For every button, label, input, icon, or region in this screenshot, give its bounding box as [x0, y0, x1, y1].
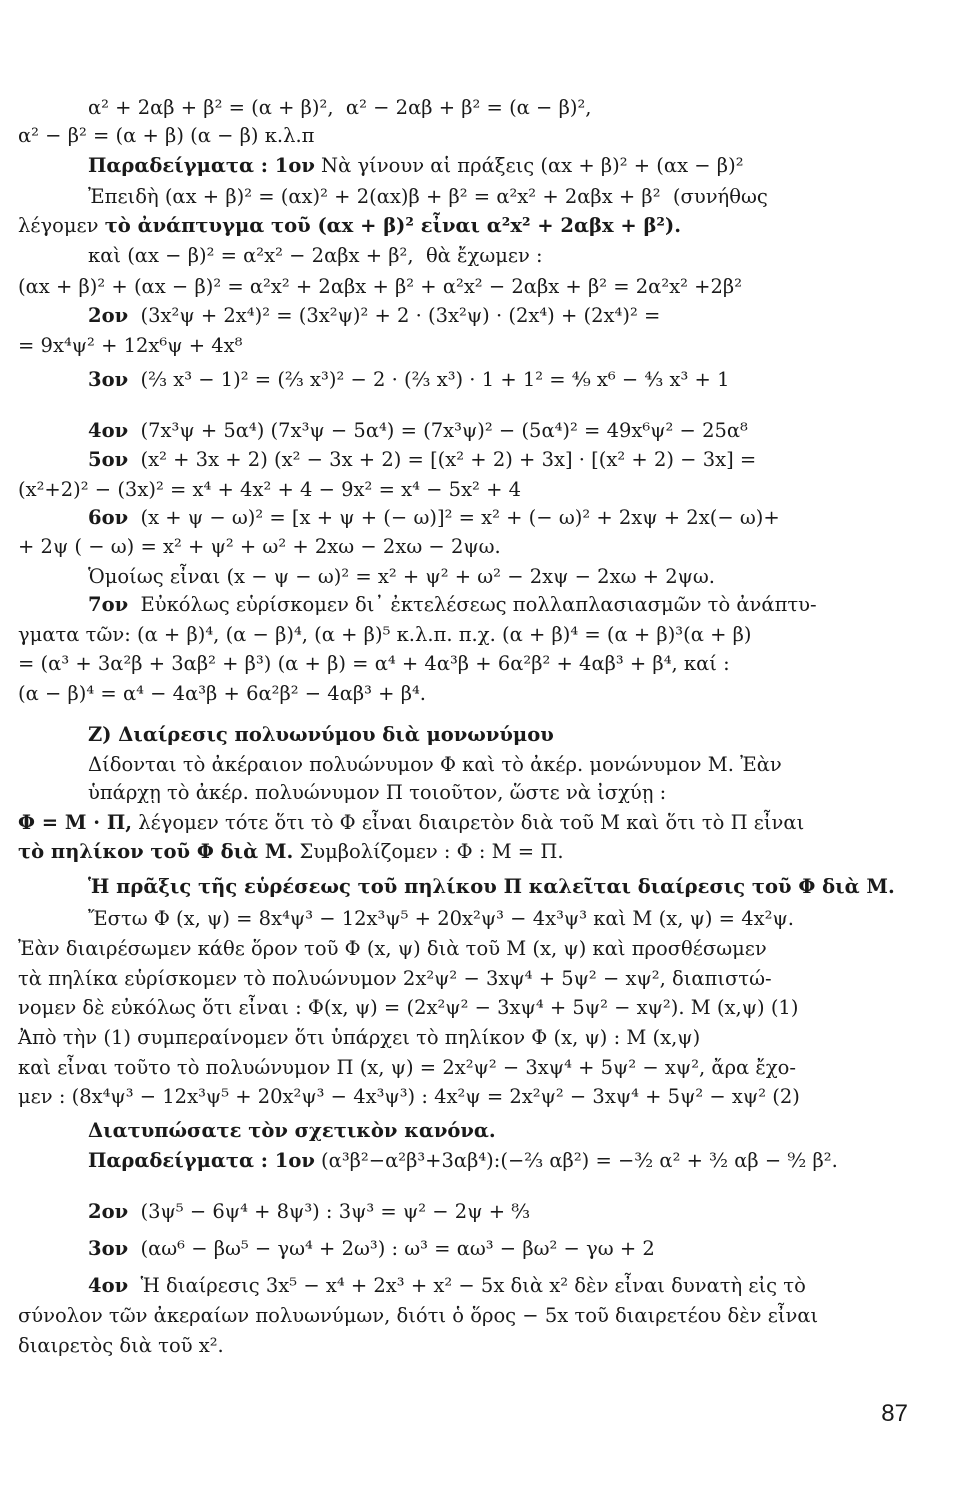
text-line	[18, 212, 681, 240]
text-line	[18, 994, 798, 1022]
plain-text: Συμβολίζομεν : Φ : Μ = Π.	[293, 840, 564, 863]
text-line	[18, 935, 767, 963]
text-line	[18, 621, 752, 649]
text-line	[18, 476, 521, 504]
plain-text: (x + ψ − ω)² = [x + ψ + (− ω)]² = x² + (− ω)² + 2xψ + 2x(− ω)+	[128, 506, 780, 529]
bold-text: 4ον	[88, 419, 129, 442]
text-line	[88, 446, 756, 474]
text-line	[18, 273, 742, 301]
bold-text: 3ον	[88, 368, 129, 391]
text-line	[88, 94, 591, 122]
plain-text: Ὁμοίως εἶναι (x − ψ − ω)² = x² + ψ² + ω² − 2xψ − 2xω + 2ψω.	[88, 565, 715, 588]
bold-text: 5ον	[88, 448, 129, 471]
plain-text: ὑπάρχῃ τὸ ἀκέρ. πολυώνυμον Π τοιοῦτον, ὥστε νὰ ἰσχύῃ :	[88, 781, 667, 804]
plain-text: μεν : (8x⁴ψ³ − 12x³ψ⁵ + 20x²ψ³ − 4x³ψ³) : 4x²ψ = 2x²ψ² − 3xψ⁴ + 5ψ² − xψ² (2)	[18, 1085, 800, 1108]
plain-text: Ἔστω Φ (x, ψ) = 8x⁴ψ³ − 12x³ψ⁵ + 20x²ψ³ − 4x³ψ³ καὶ Μ (x, ψ) = 4x²ψ.	[88, 907, 794, 930]
text-line	[18, 965, 772, 993]
bold-text: 4ον	[88, 1274, 129, 1297]
text-line	[88, 905, 794, 933]
bold-text: Φ = Μ · Π,	[18, 811, 133, 834]
text-line	[18, 332, 242, 360]
bold-text: 2ον	[88, 1200, 129, 1223]
bold-text: 6ον	[88, 506, 129, 529]
plain-text: Ἀπὸ τὴν (1) συμπεραίνομεν ὅτι ὑπάρχει τὸ πηλίκον Φ (x, ψ) : Μ (x,ψ)	[18, 1026, 701, 1049]
text-line	[88, 591, 817, 619]
text-line	[18, 1302, 818, 1330]
text-line	[18, 680, 426, 708]
bold-text: 7ον	[88, 593, 129, 616]
plain-text: Εὐκόλως εὑρίσκομεν δι᾽ ἐκτελέσεως πολλαπλασιασμῶν τὸ ἀνάπτυ-	[128, 593, 817, 616]
bold-text: τὸ ἀνάπτυγμα τοῦ (αx + β)² εἶναι α²x² + 2αβx + β²).	[104, 214, 681, 237]
section-heading	[88, 721, 554, 749]
plain-text: Ἐὰν διαιρέσωμεν κάθε ὅρον τοῦ Φ (x, ψ) διὰ τοῦ Μ (x, ψ) καὶ προσθέσωμεν	[18, 937, 767, 960]
text-line	[18, 1083, 800, 1111]
text-line	[88, 242, 543, 270]
section-heading	[88, 873, 895, 901]
text-line	[88, 152, 744, 180]
text-line	[18, 533, 501, 561]
bold-text: Διατυπώσατε τὸν σχετικὸν κανόνα.	[88, 1119, 496, 1142]
plain-text: = (α³ + 3α²β + 3αβ² + β³) (α + β) = α⁴ + 4α³β + 6α²β² + 4αβ³ + β⁴, καί :	[18, 652, 730, 675]
text-line	[88, 504, 780, 532]
bold-text: τὸ πηλίκον τοῦ Φ διὰ Μ.	[18, 840, 294, 863]
plain-text: καὶ εἶναι τοῦτο τὸ πολυώνυμον Π (x, ψ) = 2x²ψ² − 3xψ⁴ + 5ψ² − xψ², ἄρα ἔχο-	[18, 1056, 797, 1079]
plain-text: (αω⁶ − βω⁵ − γω⁴ + 2ω³) : ω³ = αω³ − βω² − γω + 2	[128, 1237, 655, 1260]
plain-text: Δίδονται τὸ ἀκέραιον πολυώνυμον Φ καὶ τὸ ἀκέρ. μονώνυμον Μ. Ἐὰν	[88, 753, 782, 776]
page-number: 87	[881, 1400, 908, 1427]
plain-text: + 2ψ ( − ω) = x² + ψ² + ω² + 2xω − 2xω − 2ψω.	[18, 535, 501, 558]
text-line	[88, 1235, 655, 1263]
text-line	[88, 1147, 838, 1175]
plain-text: λέγομεν τότε ὅτι τὸ Φ εἶναι διαιρετὸν διὰ τοῦ Μ καὶ ὅτι τὸ Π εἶναι	[132, 811, 805, 834]
plain-text: διαιρετὸς διὰ τοῦ x².	[18, 1334, 224, 1357]
text-line	[18, 1332, 224, 1360]
plain-text: α² − β² = (α + β) (α − β) κ.λ.π	[18, 124, 315, 147]
text-line	[18, 1054, 796, 1082]
plain-text: Ἡ διαίρεσις 3x⁵ − x⁴ + 2x³ + x² − 5x διὰ x² δὲν εἶναι δυνατὴ εἰς τὸ	[128, 1274, 806, 1297]
plain-text: νομεν δὲ εὐκόλως ὅτι εἶναι : Φ(x, ψ) = (2x²ψ² − 3xψ⁴ + 5ψ² − xψ²). Μ (x,ψ) (1)	[18, 996, 799, 1019]
plain-text: Ἐπειδὴ (αx + β)² = (αx)² + 2(αx)β + β² = α²x² + 2αβx + β² (συνήθως	[88, 185, 768, 208]
text-line	[88, 183, 768, 211]
bold-text: 3ον	[88, 1237, 129, 1260]
plain-text: (αx + β)² + (αx − β)² = α²x² + 2αβx + β² + α²x² − 2αβx + β² = 2α²x² +2β²	[18, 275, 743, 298]
bold-text: Ἡ πρᾶξις τῆς εὑρέσεως τοῦ πηλίκου Π καλεῖται διαίρεσις τοῦ Φ διὰ Μ.	[88, 875, 895, 898]
text-line	[88, 751, 782, 779]
text-line	[18, 809, 804, 837]
plain-text: (²⁄₃ x³ − 1)² = (²⁄₃ x³)² − 2 · (²⁄₃ x³) · 1 + 1² = ⁴⁄₉ x⁶ − ⁴⁄₃ x³ + 1	[128, 368, 730, 391]
bold-text: Παραδείγματα : 1ον	[88, 154, 315, 177]
plain-text: γματα τῶν: (α + β)⁴, (α − β)⁴, (α + β)⁵ κ.λ.π. π.χ. (α + β)⁴ = (α + β)³(α + β)	[18, 623, 752, 646]
plain-text: (x²+2)² − (3x)² = x⁴ + 4x² + 4 − 9x² = x⁴ − 5x² + 4	[18, 478, 522, 501]
text-line	[18, 122, 315, 150]
plain-text: Νὰ γίνουν αἱ πράξεις (αx + β)² + (αx − β)²	[314, 154, 744, 177]
plain-text: τὰ πηλίκα εὑρίσκομεν τὸ πολυώνυμον 2x²ψ² − 3xψ⁴ + 5ψ² − xψ², διαπιστώ-	[18, 967, 772, 990]
text-line	[88, 366, 730, 394]
text-line	[18, 650, 730, 678]
plain-text: (α − β)⁴ = α⁴ − 4α³β + 6α²β² − 4αβ³ + β⁴.	[18, 682, 426, 705]
section-heading	[88, 1117, 496, 1145]
text-line	[88, 302, 660, 330]
plain-text: σύνολον τῶν ἀκεραίων πολυωνύμων, διότι ὁ ὅρος − 5x τοῦ διαιρετέου δὲν εἶναι	[18, 1304, 819, 1327]
plain-text: α² + 2αβ + β² = (α + β)², α² − 2αβ + β² = (α − β)²,	[88, 96, 592, 119]
plain-text: (x² + 3x + 2) (x² − 3x + 2) = [(x² + 2) + 3x] · [(x² + 2) − 3x] =	[128, 448, 757, 471]
bold-text: Ζ) Διαίρεσις πολυωνύμου διὰ μονωνύμου	[88, 723, 554, 746]
bold-text: Παραδείγματα : 1ον	[88, 1149, 315, 1172]
plain-text: (3ψ⁵ − 6ψ⁴ + 8ψ³) : 3ψ³ = ψ² − 2ψ + ⁸⁄₃	[128, 1200, 531, 1223]
plain-text: = 9x⁴ψ² + 12x⁶ψ + 4x⁸	[18, 334, 243, 357]
plain-text: λέγομεν	[18, 214, 105, 237]
text-line	[88, 779, 666, 807]
plain-text: καὶ (αx − β)² = α²x² − 2αβx + β², θὰ ἔχωμεν :	[88, 244, 543, 267]
bold-text: 2ον	[88, 304, 129, 327]
text-line	[88, 1198, 530, 1226]
plain-text: (3x²ψ + 2x⁴)² = (3x²ψ)² + 2 · (3x²ψ) · (2x⁴) + (2x⁴)² =	[128, 304, 661, 327]
text-line	[88, 417, 748, 445]
text-line	[88, 563, 715, 591]
plain-text: (α³β²−α²β³+3αβ⁴):(−²⁄₃ αβ²) = −³⁄₂ α² + ³⁄₂ αβ − ⁹⁄₂ β².	[314, 1149, 838, 1172]
text-line	[18, 838, 564, 866]
text-line	[18, 1024, 700, 1052]
plain-text: (7x³ψ + 5α⁴) (7x³ψ − 5α⁴) = (7x³ψ)² − (5α⁴)² = 49x⁶ψ² − 25α⁸	[128, 419, 748, 442]
text-line	[88, 1272, 806, 1300]
